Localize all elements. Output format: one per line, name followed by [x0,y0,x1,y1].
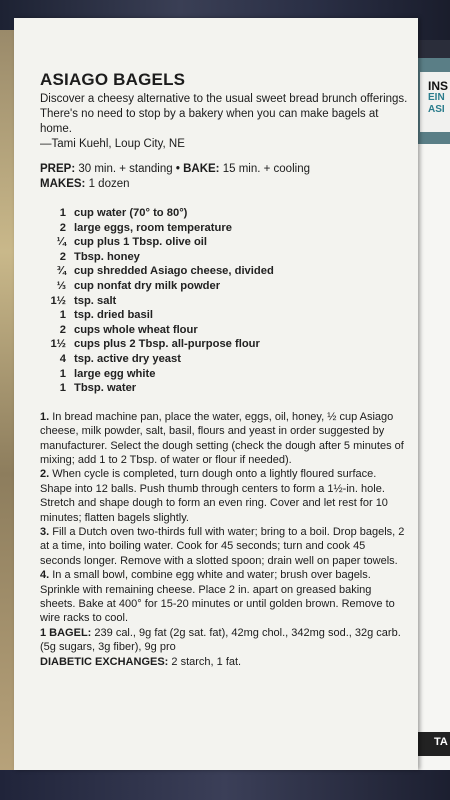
nutrition-facts [40,626,408,655]
ingredient-row [40,337,408,352]
instruction-step [40,525,408,568]
step-number: 1. [40,410,50,423]
ingredient-qty: ⅓ [56,279,66,292]
bake-value: 15 min. + cooling [222,163,310,175]
ingredient-item: cups whole wheat flour [74,323,198,336]
ingredient-item: cup water (70° to 80°) [74,207,188,219]
ingredient-qty: 2 [59,323,66,336]
ingredient-item: cup shredded Asiago cheese, divided [74,265,274,278]
recipe-title: ASIAGO BAGELS [40,70,186,89]
diabetic-value: 2 starch, 1 fat. [171,655,242,668]
adjacent-heading-text: INS [428,80,449,93]
recipe-timing: PREP: 30 min. + standing • BAKE: 15 min. + cooling MAKES: 1 dozen [40,163,310,190]
ingredient-qty: ¼ [56,236,66,249]
step-text: Fill a Dutch oven two-thirds full with water; bring to a boil. Drop bagels, 2 at a time, into boiling water. Cook for 45 seconds; turn and cook 45 seconds longer. Remove with a slotted spoon; drain well on paper towels. [40,525,405,567]
ingredient-row [40,367,408,382]
prep-label: PREP: [40,163,76,175]
ingredient-row [40,279,408,294]
ingredient-qty: 1 [59,309,66,322]
step-number: 2. [40,468,50,481]
ingredient-qty: ¾ [56,265,66,278]
ingredient-item: cups plus 2 Tbsp. all-purpose flour [74,338,260,351]
background-bottom [0,770,450,800]
ingredient-qty: 1 [59,367,66,380]
instruction-step [40,410,408,468]
step-text: In bread machine pan, place the water, eggs, oil, honey, ½ cup Asiago cheese, milk powder, salt, basil, flours and yeast in order suggested by manufacturer. Select the dough setting (check the dough after 5 minutes of mixing; add 1 to 2 Tbsp. of water or flour if needed). [40,410,404,466]
adjacent-page-heading [428,80,450,116]
makes-value: 1 dozen [88,178,130,190]
recipe-intro: Discover a cheesy alternative to the usual sweet bread brunch offerings. There's no need to stop by a bakery when you can make bagels at home. [40,93,408,135]
ingredient-qty: 4 [59,352,66,365]
ingredient-row [40,323,408,338]
step-text: In a small bowl, combine egg white and water; brush over bagels. Sprinkle with remaining cheese. Place 2 in. apart on greased baking sheets. Bake at 400° for 15-20 minutes or until golden brown. Remove to wire racks to cool. [40,569,395,625]
ingredient-list [40,206,408,396]
adjacent-sub2-text: ASI [428,104,445,115]
ingredient-item: cup plus 1 Tbsp. olive oil [74,236,208,249]
recipe-attribution: —Tami Kuehl, Loup City, NE [40,138,185,150]
step-number: 4. [40,569,50,582]
ingredient-qty: 1 [59,207,66,219]
step-text: When cycle is completed, turn dough onto a lightly floured surface. Shape into 12 balls. Push thumb through centers to form a 1½-in. hole. Stretch and shape dough to form an even ring. Cover and let rest for 10 minutes; flatten bagels slightly. [40,468,388,524]
adjacent-sub1-text: EIN [428,92,445,103]
diabetic-label: DIABETIC EXCHANGES: [40,655,169,668]
ingredient-row [40,221,408,236]
makes-label: MAKES: [40,178,86,190]
ingredient-qty: 2 [59,221,66,234]
nutrition-value: 239 cal., 9g fat (2g sat. fat), 42mg chol., 342mg sod., 32g carb. (5g sugars, 3g fiber), 9g pro [40,626,401,654]
ingredient-item: Tbsp. honey [74,250,140,263]
ingredient-item: tsp. active dry yeast [74,352,181,365]
instruction-step [40,568,408,626]
ingredient-row [40,308,408,323]
ingredient-item: Tbsp. water [74,382,137,395]
nutrition-label: 1 BAGEL: [40,626,92,639]
ingredient-row [40,235,408,250]
prep-value: 30 min. + standing [78,163,173,175]
ingredient-row [40,294,408,309]
ingredient-qty: 2 [59,250,66,263]
adjacent-page-footer: TA [408,732,450,756]
ingredient-qty: 1 [59,382,66,395]
ingredient-qty: 1½ [50,294,66,307]
diabetic-exchanges [40,655,408,669]
ingredient-item: large egg white [74,367,156,380]
step-number: 3. [40,525,50,538]
ingredient-item: cup nonfat dry milk powder [74,279,221,292]
ingredient-item: tsp. dried basil [74,309,153,322]
ingredient-item: large eggs, room temperature [74,221,232,234]
recipe-content [40,70,408,669]
ingredient-row [40,381,408,396]
ingredient-row [40,352,408,367]
instructions [40,410,408,669]
ingredient-row [40,206,408,221]
bake-label: BAKE: [183,163,220,175]
ingredient-qty: 1½ [50,338,66,351]
ingredient-row [40,264,408,279]
ingredient-item: tsp. salt [74,294,117,307]
instruction-step [40,467,408,525]
ingredient-row [40,250,408,265]
